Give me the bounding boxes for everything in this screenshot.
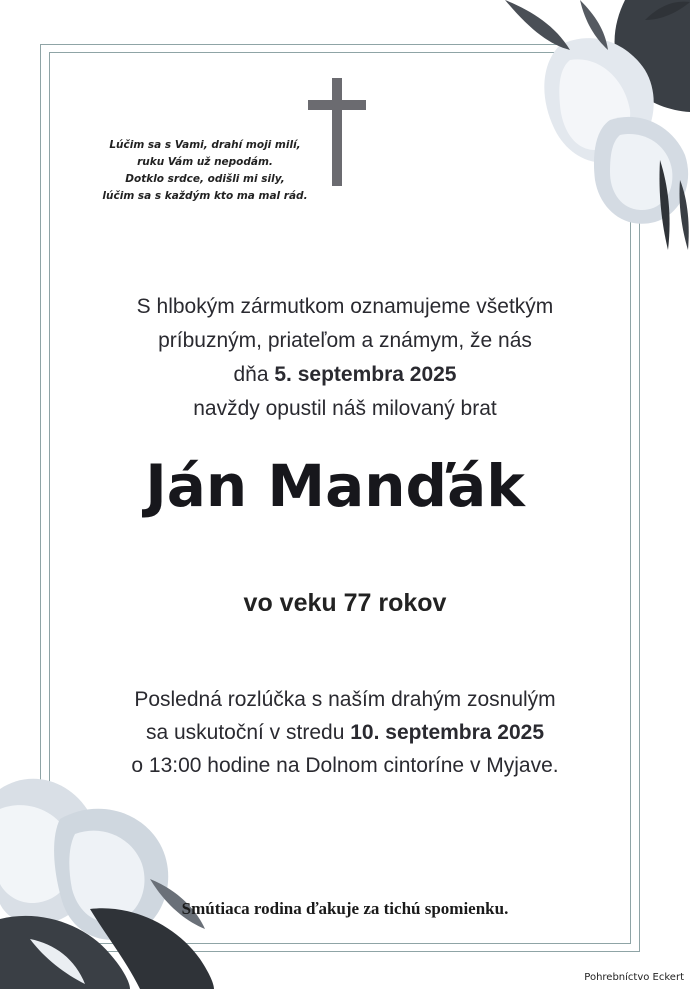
- funeral-info: [0, 683, 690, 782]
- announcement-date-line: [0, 358, 690, 392]
- poem-line: Dotklo srdce, odišli mi sily,: [125, 173, 285, 185]
- poem-line: Lúčim sa s Vami, drahí moji milí,: [109, 139, 301, 151]
- funeral-prefix: sa uskutoční v stredu: [145, 721, 351, 744]
- funeral-line: Posledná rozlúčka s naším drahým zosnulým: [134, 688, 556, 711]
- funeral-date-line: [0, 716, 690, 749]
- family-thanks: Smútiaca rodina ďakuje za tichú spomienku.: [181, 899, 509, 918]
- lily-flower-icon: [410, 0, 690, 260]
- funeral-home-credit: Pohrebníctvo Eckert: [584, 972, 684, 983]
- date-prefix: dňa: [233, 363, 275, 386]
- poem-line: lúčim sa s každým kto ma mal rád.: [102, 190, 308, 202]
- funeral-date: 10. septembra 2025: [350, 721, 545, 744]
- poem-line: ruku Vám už nepodám.: [137, 156, 273, 168]
- deceased-age: vo veku 77 rokov: [243, 589, 447, 617]
- death-announcement: [0, 290, 690, 426]
- funeral-line: o 13:00 hodine na Dolnom cintoríne v Myjave.: [131, 754, 559, 777]
- deceased-name: Ján Manďák: [145, 452, 525, 520]
- announcement-line: príbuzným, priateľom a známym, že nás: [158, 329, 532, 352]
- announcement-line: S hlbokým zármutkom oznamujeme všetkým: [136, 295, 554, 318]
- date-of-death: 5. septembra 2025: [274, 363, 457, 386]
- poem: [80, 137, 330, 205]
- announcement-line: navždy opustil náš milovaný brat: [193, 397, 497, 420]
